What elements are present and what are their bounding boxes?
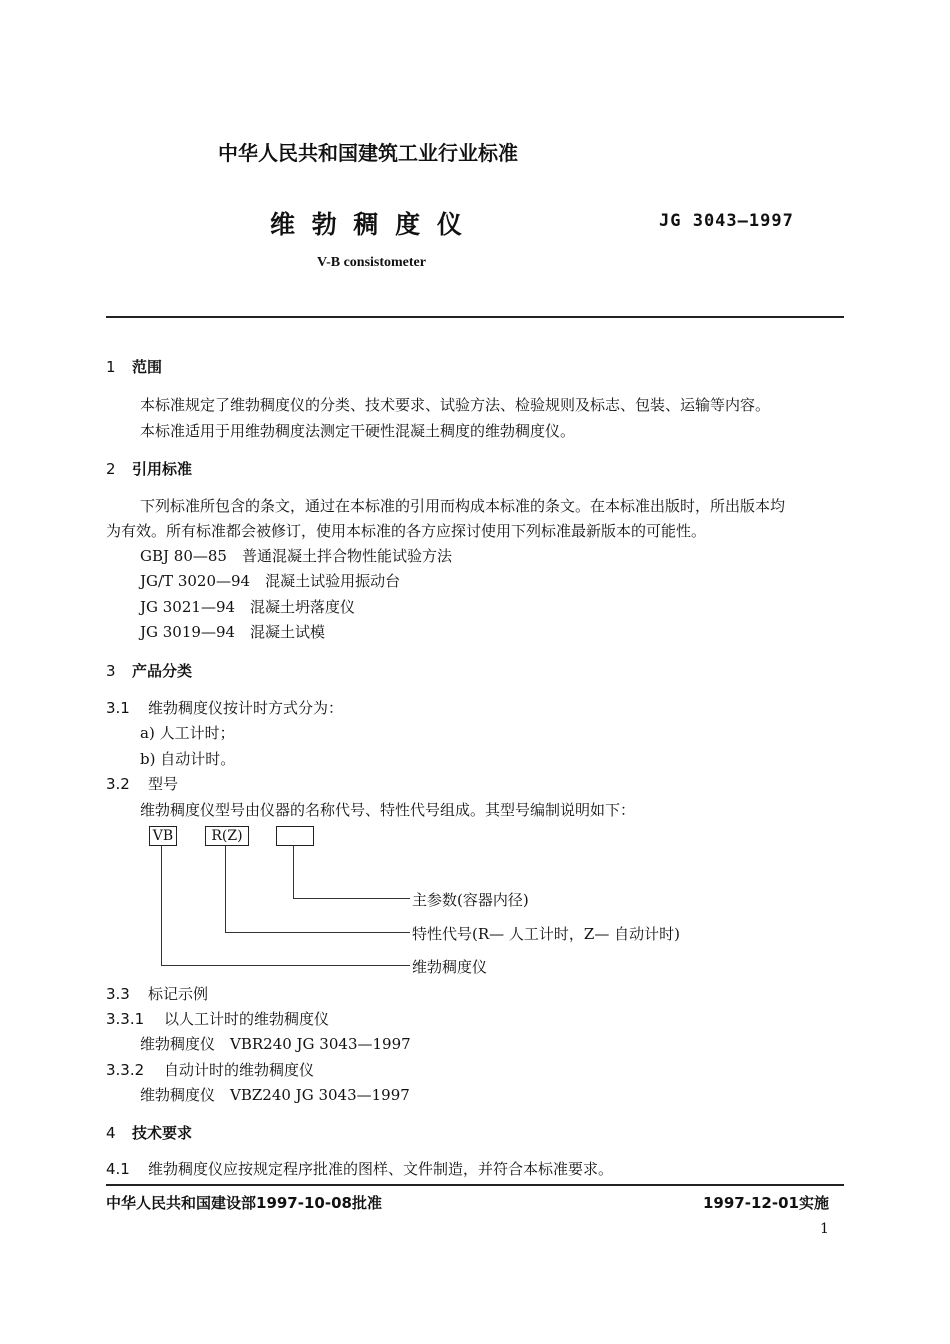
paragraph: 下列标准所包含的条文，通过在本标准的引用而构成本标准的条文。在本标准出版时，所出版本均 — [140, 497, 786, 515]
reference-item: JG 3021—94 混凝土坍落度仪 — [140, 598, 356, 616]
diagram-label-main-param: 主参数(容器内径) — [412, 891, 529, 909]
section-3-heading — [106, 660, 192, 681]
reference-item: JG/T 3020—94 混凝土试验用振动台 — [140, 572, 401, 590]
footer-rule — [106, 1184, 844, 1186]
leader-line — [225, 846, 226, 933]
diagram-label-name: 维勃稠度仪 — [412, 958, 488, 976]
clause-text: 型号 — [148, 775, 179, 793]
clause-number: 4.1 — [106, 1160, 130, 1178]
clause-3-3-2 — [106, 1059, 314, 1080]
clause-text: 维勃稠度仪按计时方式分为： — [148, 699, 344, 717]
list-item: a) 人工计时； — [140, 724, 235, 742]
leader-line — [293, 846, 294, 899]
leader-line — [225, 932, 410, 933]
clause-text: 维勃稠度仪应按规定程序批准的图样、文件制造，并符合本标准要求。 — [148, 1160, 614, 1178]
list-item: b) 自动计时。 — [140, 750, 236, 768]
clause-3-2 — [106, 773, 178, 794]
code-box-rz: R(Z) — [205, 826, 249, 846]
reference-item: JG 3019—94 混凝土试模 — [140, 623, 326, 641]
paragraph: 为有效。所有标准都会被修订，使用本标准的各方应探讨使用下列标准最新版本的可能性。 — [106, 522, 707, 540]
reference-item: GBJ 80—85 普通混凝土拌合物性能试验方法 — [140, 547, 452, 565]
clause-number: 3.2 — [106, 775, 130, 793]
section-1-heading — [106, 356, 162, 377]
leader-line — [161, 846, 162, 966]
clause-number: 3.3.1 — [106, 1010, 145, 1028]
paragraph: 本标准规定了维勃稠度仪的分类、技术要求、试验方法、检验规则及标志、包装、运输等内容。 — [140, 396, 771, 414]
section-title: 技术要求 — [132, 1124, 193, 1142]
clause-3-1 — [106, 697, 343, 718]
standard-code: JG 3043—1997 — [659, 211, 794, 231]
section-title: 产品分类 — [132, 662, 193, 680]
code-box-vb: VB — [149, 826, 177, 846]
header-rule — [106, 316, 844, 318]
paragraph: 维勃稠度仪型号由仪器的名称代号、特性代号组成。其型号编制说明如下： — [140, 801, 636, 819]
page-number: 1 — [820, 1221, 829, 1237]
diagram-label-feature-code: 特性代号(R— 人工计时，Z— 自动计时) — [412, 925, 680, 943]
section-number: 1 — [106, 358, 116, 376]
section-number: 3 — [106, 662, 116, 680]
section-number: 4 — [106, 1124, 116, 1142]
clause-text: 以人工计时的维勃稠度仪 — [164, 1010, 330, 1028]
leader-line — [161, 965, 410, 966]
document-title: 维 勃 稠 度 仪 — [270, 210, 466, 239]
leader-line — [293, 898, 410, 899]
clause-text: 自动计时的维勃稠度仪 — [164, 1061, 315, 1079]
code-box-param — [276, 826, 314, 846]
clause-4-1 — [106, 1158, 613, 1179]
section-title: 引用标准 — [132, 460, 193, 478]
clause-number: 3.3 — [106, 985, 130, 1003]
clause-number: 3.1 — [106, 699, 130, 717]
marking-example: 维勃稠度仪 VBR240 JG 3043—1997 — [140, 1035, 411, 1053]
english-title: V-B consistometer — [317, 255, 426, 270]
paragraph: 本标准适用于用维勃稠度法测定干硬性混凝土稠度的维勃稠度仪。 — [140, 422, 576, 440]
marking-example: 维勃稠度仪 VBZ240 JG 3043—1997 — [140, 1086, 410, 1104]
clause-3-3-1 — [106, 1008, 329, 1029]
issuing-organization: 中华人民共和国建筑工业行业标准 — [218, 141, 518, 165]
section-number: 2 — [106, 460, 116, 478]
effective-date: 1997-12-01实施 — [703, 1194, 829, 1212]
section-4-heading — [106, 1122, 192, 1143]
clause-text: 标记示例 — [148, 985, 209, 1003]
approval-line: 中华人民共和国建设部1997-10-08批准 — [106, 1194, 382, 1212]
clause-number: 3.3.2 — [106, 1061, 145, 1079]
clause-3-3 — [106, 983, 208, 1004]
section-2-heading — [106, 458, 192, 479]
section-title: 范围 — [132, 358, 163, 376]
